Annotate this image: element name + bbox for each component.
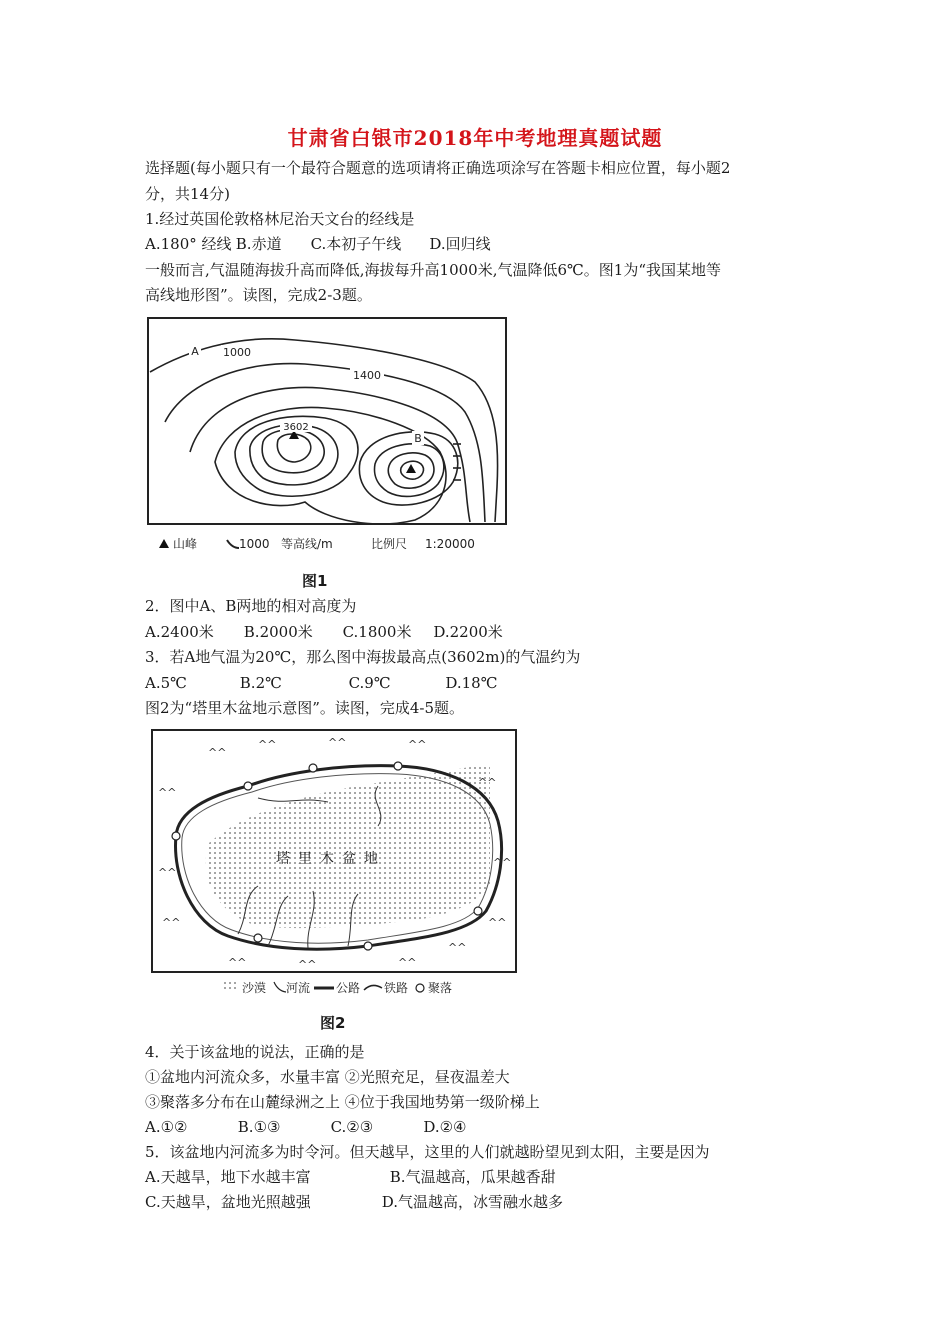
q5-options-row-2 — [145, 1192, 563, 1212]
q3-option-d: D.18℃ — [445, 674, 498, 692]
svg-text:^^: ^^ — [258, 738, 277, 751]
svg-text:^^: ^^ — [493, 856, 512, 869]
settlement-icon — [172, 832, 180, 840]
q4-option-b: B.①③ — [237, 1118, 281, 1136]
q2-options — [145, 622, 503, 642]
intro1-line-1: 一般而言,气温随海拔升高而降低,海拔每升高1000米,气温降低6℃。图1为“我国某地等 — [145, 261, 722, 279]
q4-option-d: D.②④ — [423, 1118, 467, 1136]
legend-settlement-label: 聚落 — [428, 981, 453, 995]
legend-peak-label: 山峰 — [173, 537, 198, 551]
legend-rail-icon — [364, 985, 382, 990]
q1-option-c: C.本初子午线 — [310, 235, 402, 253]
legend-desert-icon — [224, 982, 238, 992]
legend-river-label: 河流 — [286, 981, 311, 995]
settlement-icon — [254, 934, 262, 942]
label-1000: 1000 — [223, 346, 251, 359]
q5-option-d: D.气温越高，冰雪融水越多 — [381, 1193, 564, 1211]
label-peak-height: 3602 — [283, 422, 309, 433]
q1-stem: 1.经过英国伦敦格林尼治天文台的经线是 — [145, 210, 415, 228]
q2-option-c: C.1800米 — [342, 623, 412, 641]
svg-text:^^: ^^ — [448, 941, 467, 954]
legend-road-label: 公路 — [336, 981, 361, 995]
legend-peak-icon — [159, 539, 169, 548]
basin-label: 塔里木盆地 — [276, 851, 386, 867]
q3-option-a: A.5℃ — [145, 674, 187, 692]
q4-stem: 4．关于该盆地的说法，正确的是 — [145, 1043, 365, 1061]
intro2: 图2为“塔里木盆地示意图”。读图，完成4-5题。 — [145, 699, 465, 717]
instructions-line-1: 选择题(每小题只有一个最符合题意的选项请将正确选项涂写在答题卡相应位置，每小题2 — [145, 159, 731, 177]
legend-rail-label: 铁路 — [384, 981, 409, 995]
q1-option-a: A.180° 经线 — [145, 235, 232, 253]
figure1-caption: 图1 — [302, 572, 328, 590]
q4-statement-2: ③聚落多分布在山麓绿洲之上 ④位于我国地势第一级阶梯上 — [145, 1093, 540, 1111]
svg-text:^^: ^^ — [478, 776, 497, 789]
legend-contour-value: 1000 — [239, 537, 270, 551]
figure1-contour-map — [145, 312, 515, 564]
q2-option-d: D.2200米 — [433, 623, 503, 641]
svg-text:^^: ^^ — [398, 956, 417, 969]
q1-options — [145, 234, 491, 254]
legend-scale-value: 1:20000 — [425, 537, 475, 551]
settlement-icon — [309, 764, 317, 772]
legend-contour-icon — [227, 540, 239, 548]
svg-text:^^: ^^ — [158, 786, 177, 799]
q5-stem: 5．该盆地内河流多为时令河。但天越早，这里的人们就越盼望见到太阳，主要是因为 — [145, 1143, 710, 1161]
figure2-basin-map — [148, 726, 520, 1000]
svg-text:^^: ^^ — [228, 956, 247, 969]
settlement-icon — [244, 782, 252, 790]
peak-icon — [406, 464, 416, 473]
settlement-icon — [364, 942, 372, 950]
figure2-caption: 图2 — [320, 1014, 346, 1032]
svg-text:^^: ^^ — [158, 866, 177, 879]
q3-option-c: C.9℃ — [348, 674, 391, 692]
intro1-line-2: 高线地形图”。读图，完成2-3题。 — [145, 286, 372, 304]
legend-river-icon — [274, 982, 286, 992]
q5-options-row-1 — [145, 1167, 556, 1187]
q4-option-a: A.①② — [145, 1118, 188, 1136]
label-a: A — [191, 345, 199, 358]
q2-option-a: A.2400米 — [145, 623, 214, 641]
legend-settlement-icon — [416, 984, 424, 992]
svg-text:^^: ^^ — [328, 736, 347, 749]
q1-option-d: D.回归线 — [429, 235, 491, 253]
q4-options — [145, 1117, 467, 1137]
legend-scale-label: 比例尺 — [371, 537, 408, 551]
page-title: 甘肃省白银市2018年中考地理真题试题 — [287, 126, 663, 150]
q1-option-b: B.赤道 — [235, 235, 282, 253]
q4-statement-1: ①盆地内河流众多，水量丰富 ②光照充足，昼夜温差大 — [145, 1068, 510, 1086]
svg-text:^^: ^^ — [162, 916, 181, 929]
q2-option-b: B.2000米 — [243, 623, 313, 641]
svg-text:^^: ^^ — [208, 746, 227, 759]
q4-option-c: C.②③ — [330, 1118, 374, 1136]
q5-option-a: A.天越旱，地下水越丰富 — [145, 1168, 311, 1186]
settlement-icon — [394, 762, 402, 770]
svg-text:^^: ^^ — [488, 916, 507, 929]
q3-options — [145, 673, 497, 693]
legend-contour-label: 等高线/m — [281, 537, 333, 551]
label-b: B — [414, 432, 422, 445]
q5-option-b: B.气温越高，瓜果越香甜 — [389, 1168, 556, 1186]
q3-stem: 3．若A地气温为20℃，那么图中海拔最高点(3602m)的气温约为 — [145, 648, 581, 666]
q5-option-c: C.天越旱，盆地光照越强 — [145, 1193, 311, 1211]
legend-desert-label: 沙漠 — [242, 981, 267, 995]
svg-text:^^: ^^ — [298, 958, 317, 971]
q3-option-b: B.2℃ — [239, 674, 282, 692]
svg-text:^^: ^^ — [408, 738, 427, 751]
settlement-icon — [474, 907, 482, 915]
label-1400: 1400 — [353, 369, 381, 382]
instructions-line-2: 分，共14分) — [145, 185, 230, 203]
q2-stem: 2．图中A、B两地的相对高度为 — [145, 597, 357, 615]
